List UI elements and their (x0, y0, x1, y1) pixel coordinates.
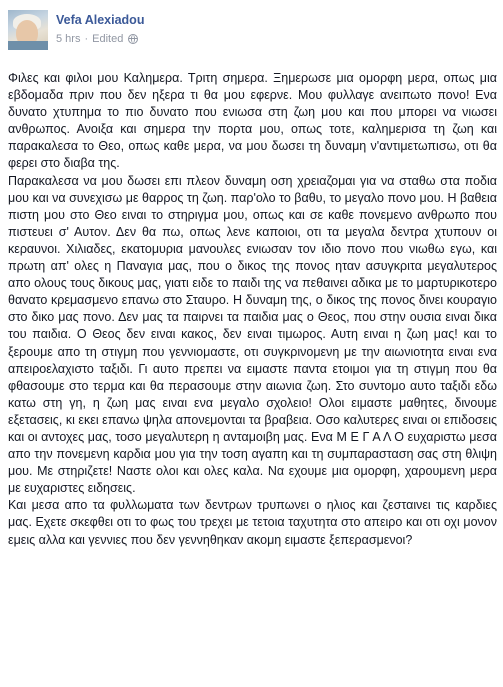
avatar[interactable] (8, 10, 48, 50)
edited-label[interactable]: Edited (92, 33, 124, 45)
author-name[interactable]: Vefa Alexiadou (56, 13, 145, 27)
post-header (8, 10, 497, 58)
post-paragraph: Παρακαλεσα να μου δωσει επι πλεον δυναμη οση χρειαζομαι για να σταθω στα ποδια μου και να συνεχισω με θαρρος τη ζωη. παρ'ολο το βαθυ, το μεγαλο πονο μου. Η βαθεια πιστη μου στο Θεο ειναι το στηριγμα μου, οπως και σε καθε πονεμενο ανθρωπο που πιστευει σ' Αυτον. Δεν θα πω, οπως λενε καποιοι, οτι τα μεγαλα δεντρα χτυπουν οι κεραυνοι. Χιλιαδες, εκατομυρια μανουλες ενιωσαν τον ιδιο πονο που νιωθω εγω, και πρωτη απ' ολες η Παναγια μας, που ο δικος της πονος ηταν ασυγκριτα μεγαλυτερος απο ολους τους δικους μας, γιατι ειδε το παιδι της να πεθαινει αδικα με το μαρτυρικοτερο θανατο κρεμασμενο επανω στο Σταυρο. Η δυναμη της, ο δικος της πονος δινει κουραγιο στο δικο μας πονο. Δεν μας τα παιρνει τα παιδια μας ο Θεος, που στην ουσια ειναι δικα του παιδια. Ο Θεος δεν ειναι κακος, δεν ειναι τιμωρος. Αυτη ειναι η ζωη μας! και το ξερουμε απο τη στιγμη που γεννιομαστε, οτι συγκρινομενη με την αιωνιοτητα ειναι ενα απειροελαχιστο ταξιδι. Γι αυτο πρεπει να ειμαστε παντα ετοιμοι για τη στιγμη που θα φθασουμε στο τερμα και θα περασουμε στην αιωνια ζωη. Στο συντομο αυτο ταξιδι εδω κατω στη γη, η ζωη μας ειναι ενα μεγαλο σχολειο! Ολοι ειμαστε μαθητες, δινουμε εξετασεις, κι εκει επανω ψηλα απονεμονται τα βραβεια. Οσο καλυτερες ειναι οι επιδοσεις και οι αντοχες μας, τοσο μεγαλυτερη η ανταμοιβη μας. Ενα Μ Ε Γ Α Λ Ο ευχαριστω μεσα απο την πονεμενη καρδια μου για την τοση αγαπη και τη συμπαρασταση σας στη θλιψη μου. Με στηριζετε! Ναστε ολοι και ολες καλα. Να εχουμε μια ομορφη, χαρουμενη μερα με ευχαριστες ειδησεις. (8, 173, 497, 496)
post-meta (56, 10, 144, 47)
post-body (8, 70, 497, 549)
avatar-shirt (8, 41, 48, 50)
post-paragraph: Φιλες και φιλοι μου Καλημερα. Τριτη σημερα. Ξημερωσε μια ομορφη μερα, οπως μια εβδομαδα πριν που δεν ηξερα τι θα μου εφερνε. Μου φυλλαγε ανειπωτο πονο! Ενα δυνατο χτυπημα το πιο δυνατο που ενιωσα στη ζωη μου και που μπορει να νιωσει ανθρωπος. Ανοιξα και σημερα την πορτα μου, οπως τοτε, καλημερισα τη ζωη και παρακαλεσα το Θεο, οπως καθε μερα, να μου δωσει τη δυναμη ν'αντιμετωπισω, οτι θα φερει στο διαβα της. (8, 71, 497, 171)
post-subline (56, 31, 144, 47)
post-paragraph: Και μεσα απο τα φυλλωματα των δεντρων τρυπωνει ο ηλιος και ζεσταινει τις καρδιες μας. Εχετε σκεφθει οτι το φως του τρεχει με τετοια ταχυτητα στο απειρο και οτι οχι μονον εμεις αλλα και γεννιες που δεν γεννηθηκαν ακομη ειμαστε ξεπερασμενοι? (8, 498, 497, 547)
globe-icon[interactable] (128, 34, 138, 44)
post-timestamp[interactable]: 5 hrs (56, 33, 81, 45)
separator-dot: · (84, 33, 89, 45)
